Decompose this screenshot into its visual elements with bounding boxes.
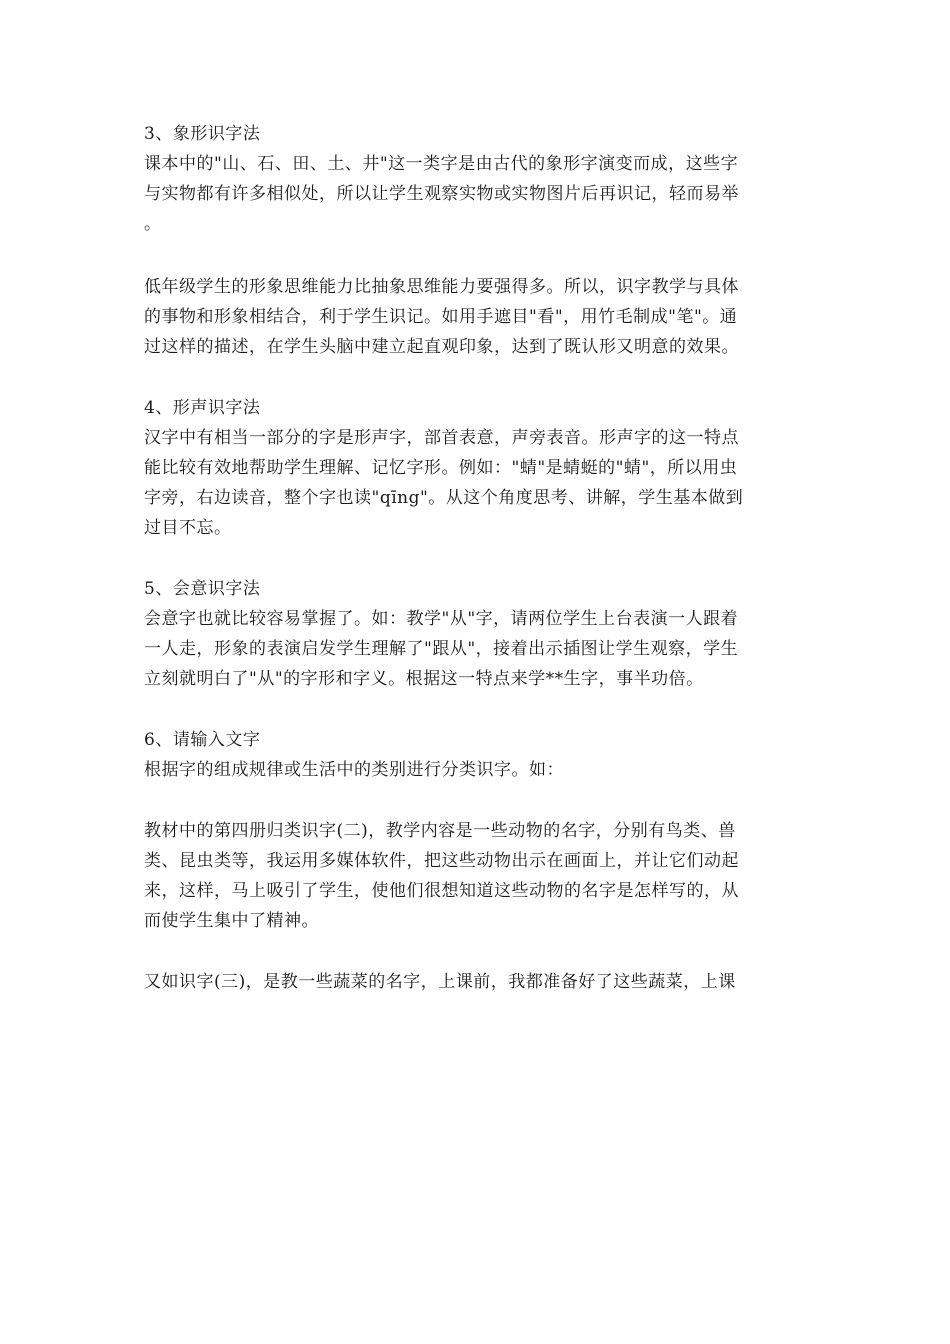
paragraph-line: 根据字的组成规律或生活中的类别进行分类识字。如： [144, 760, 564, 780]
paragraph-line: 过这样的描述，在学生头脑中建立起直观印象，达到了既认形又明意的效果。 [144, 337, 739, 357]
paragraph-line: 字旁，右边读音，整个字也读"qīng"。从这个角度思考、讲解，学生基本做到 [144, 488, 744, 508]
paragraph-line: 课本中的"山、石、田、土、井"这一类字是由古代的象形字演变而成，这些字 [144, 154, 739, 174]
paragraph-line: 。 [144, 214, 162, 234]
paragraph-line: 教材中的第四册归类识字(二)，教学内容是一些动物的名字，分别有鸟类、兽 [144, 821, 736, 841]
document-page [144, 119, 804, 997]
paragraph-line: 类、昆虫类等，我运用多媒体软件，把这些动物出示在画面上，并让它们动起 [144, 851, 739, 871]
paragraph-line: 低年级学生的形象思维能力比抽象思维能力要强得多。所以，识字教学与具体 [144, 277, 739, 297]
section-heading-6: 6、请输入文字 [144, 730, 261, 750]
section-heading-3: 3、象形识字法 [144, 124, 261, 144]
paragraph-line: 过目不忘。 [144, 518, 232, 538]
paragraph-line: 又如识字(三)，是教一些蔬菜的名字，上课前，我都准备好了这些蔬菜，上课 [144, 972, 736, 992]
section-heading-4: 4、形声识字法 [144, 398, 261, 418]
section-heading-5: 5、会意识字法 [144, 579, 261, 599]
paragraph-line: 能比较有效地帮助学生理解、记忆字形。例如："蜻"是蜻蜓的"蜻"，所以用虫 [144, 458, 738, 478]
paragraph-line: 的事物和形象相结合，利于学生识记。如用手遮目"看"，用竹毛制成"笔"。通 [144, 307, 738, 327]
paragraph-line: 与实物都有许多相似处，所以让学生观察实物或实物图片后再识记，轻而易举 [144, 184, 739, 204]
paragraph-line: 立刻就明白了"从"的字形和字义。根据这一特点来学**生字，事半功倍。 [144, 669, 704, 689]
paragraph-line: 来，这样，马上吸引了学生，使他们很想知道这些动物的名字是怎样写的，从 [144, 881, 739, 901]
paragraph-line: 而使学生集中了精神。 [144, 911, 319, 931]
paragraph-line: 会意字也就比较容易掌握了。如：教学"从"字，请两位学生上台表演一人跟着 [144, 609, 739, 629]
paragraph-line: 汉字中有相当一部分的字是形声字，部首表意，声旁表音。形声字的这一特点 [144, 428, 739, 448]
paragraph-line: 一人走，形象的表演启发学生理解了"跟从"，接着出示插图让学生观察，学生 [144, 639, 739, 659]
